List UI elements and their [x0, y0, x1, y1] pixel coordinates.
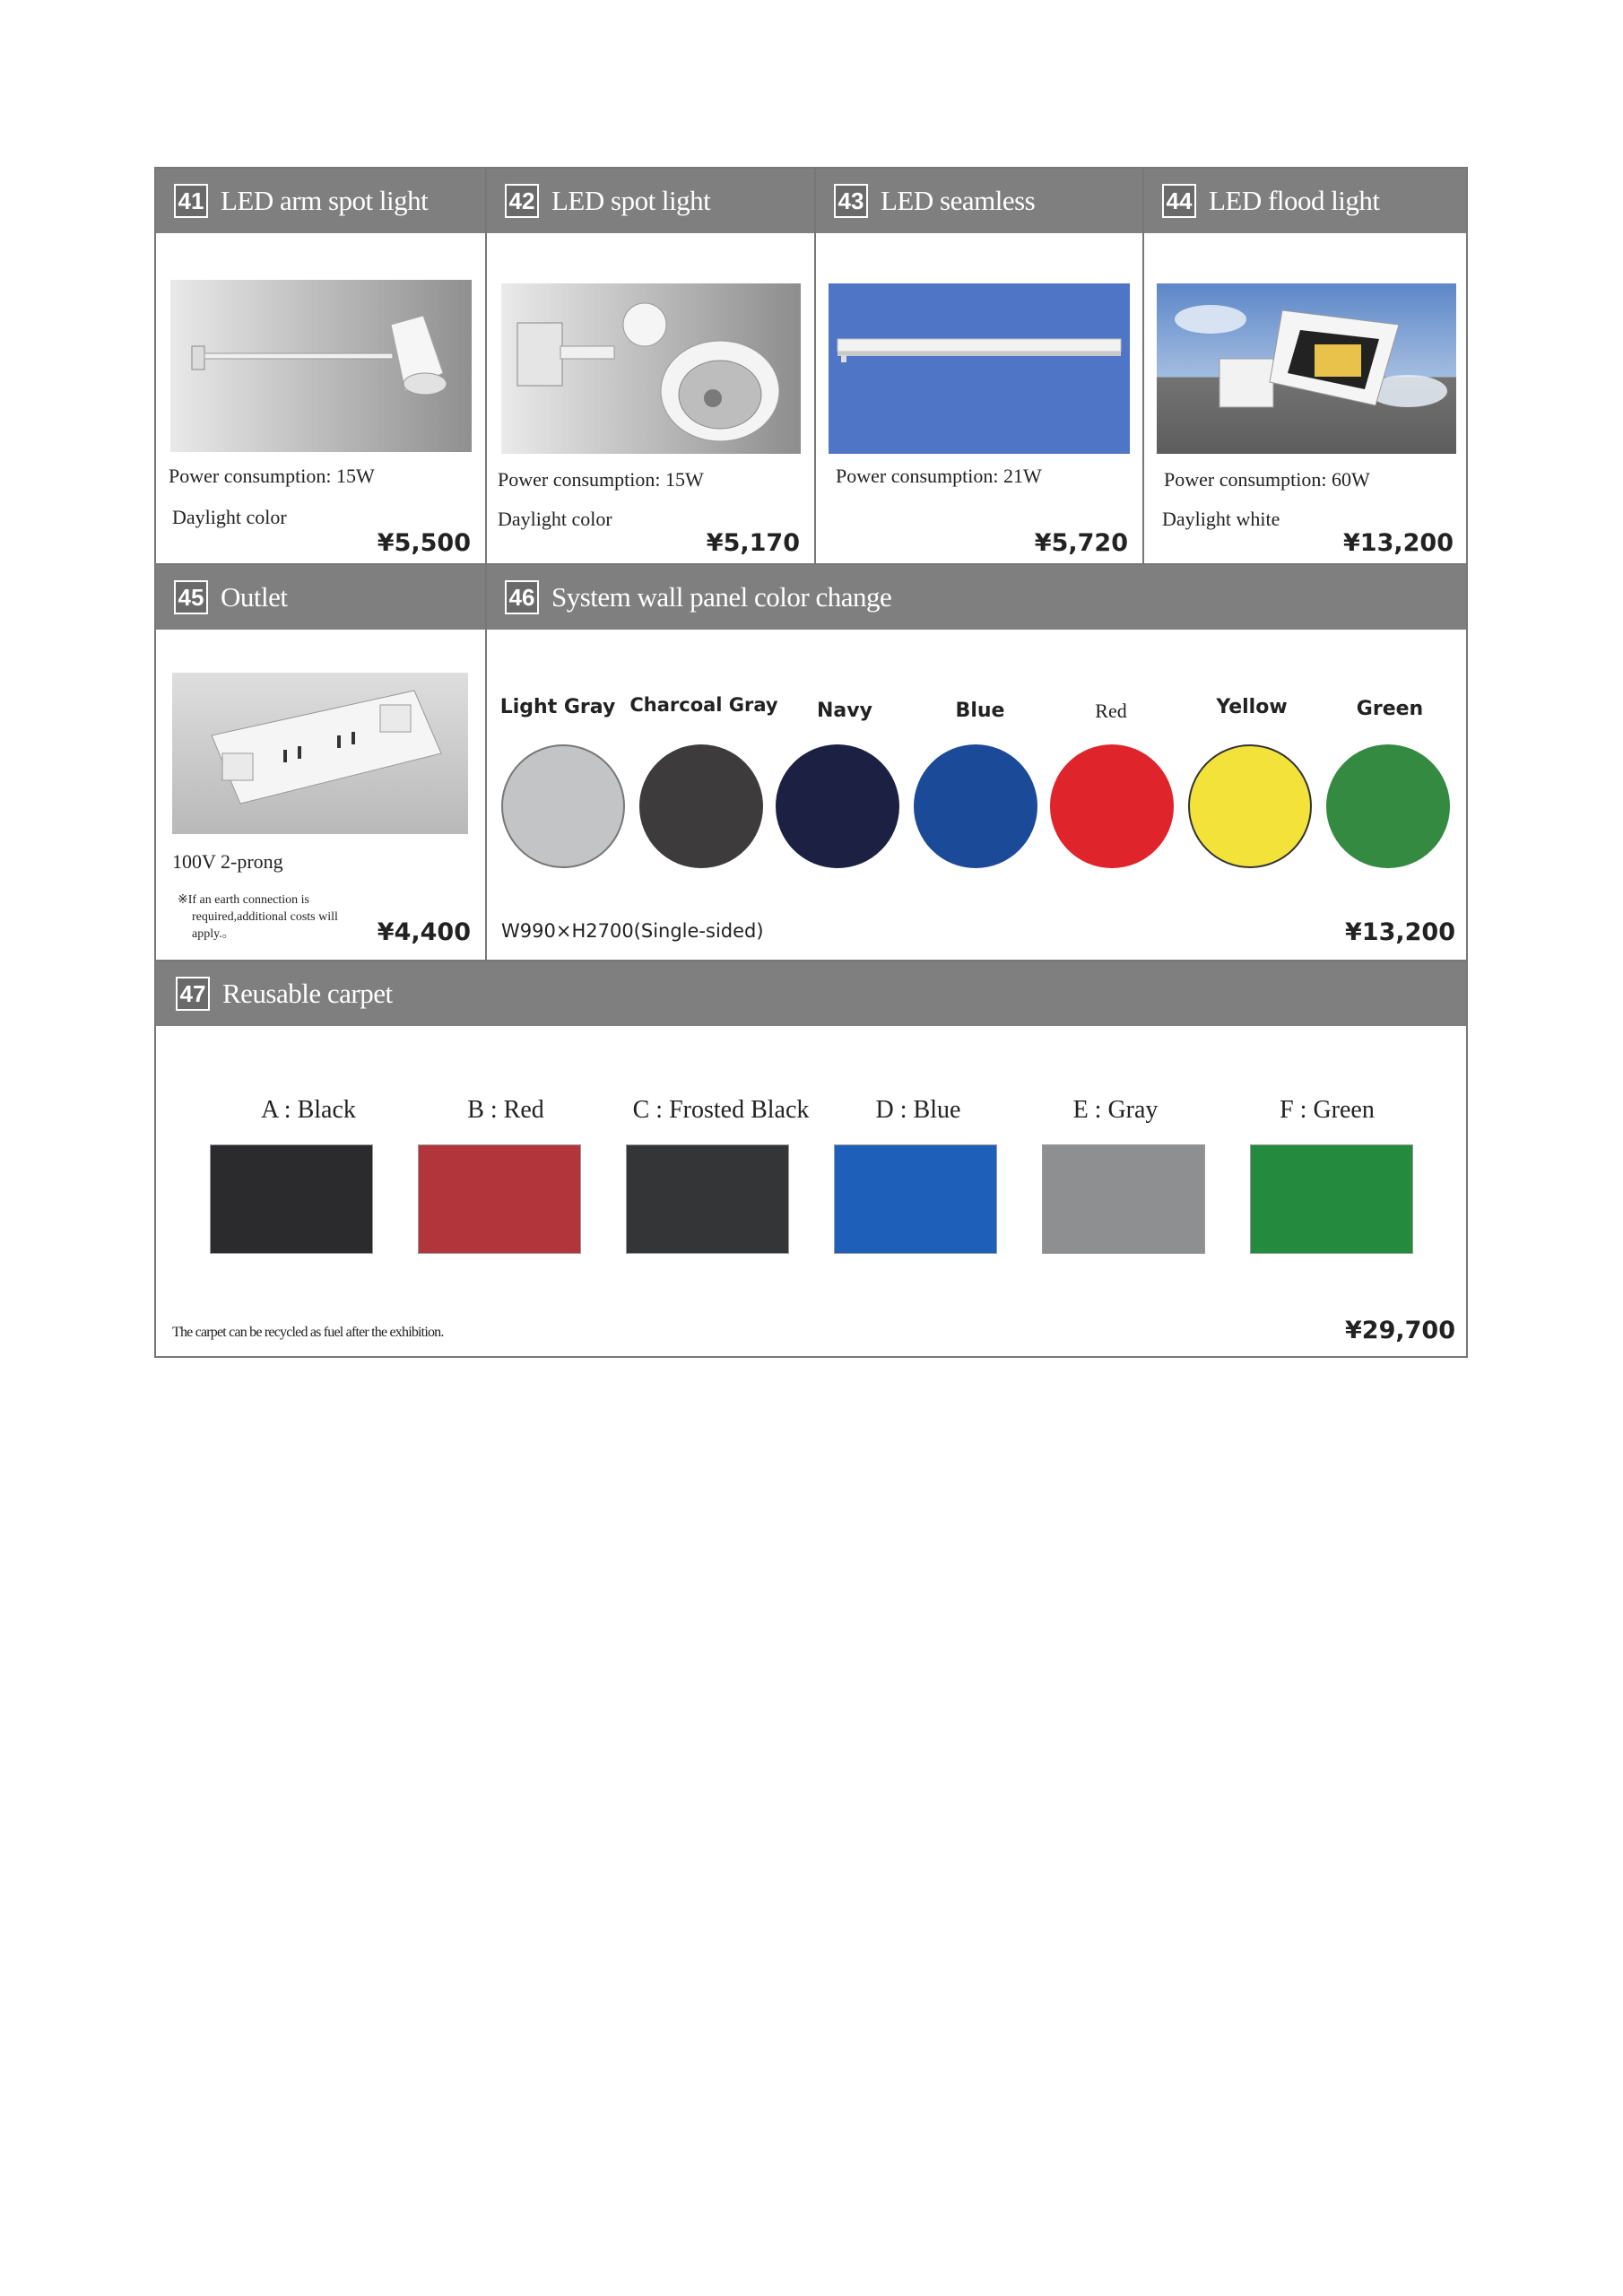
- item-number: 41: [174, 184, 208, 218]
- navy-swatch: [776, 744, 899, 868]
- seamless-light-icon: [829, 283, 1130, 454]
- carpet-recycle-note: The carpet can be recycled as fuel after the exhibition.: [172, 1325, 444, 1340]
- panel-color-label: Light Gray: [499, 696, 616, 718]
- carpet-frosted-black-swatch: [626, 1144, 789, 1254]
- item-title: Reusable carpet: [222, 978, 393, 1009]
- spec-voltage: 100V 2-prong: [172, 850, 283, 873]
- carpet-color-label: D : Blue: [875, 1096, 961, 1124]
- panel-color-label: Red: [1095, 700, 1127, 722]
- panel-color-label: Navy: [817, 700, 872, 722]
- price: ¥5,720: [1034, 529, 1128, 557]
- blue-swatch: [914, 744, 1037, 868]
- item-header: [156, 169, 485, 233]
- item-title: LED arm spot light: [221, 185, 429, 216]
- earth-connection-note: ※If an earth connection is required,additional costs will apply.。: [178, 893, 338, 941]
- carpet-color-label: A : Black: [261, 1096, 356, 1124]
- spec-power: Power consumption: 60W: [1164, 468, 1370, 491]
- carpet-color-label: C : Frosted Black: [632, 1096, 810, 1124]
- price: ¥5,170: [706, 529, 800, 557]
- carpet-green-swatch: [1250, 1144, 1413, 1254]
- spec-power: Power consumption: 15W: [498, 468, 704, 491]
- item-44-panel: [1144, 169, 1466, 563]
- red-swatch: [1050, 744, 1174, 868]
- carpet-red-swatch: [418, 1144, 581, 1254]
- arm-spot-light-icon: [170, 280, 472, 452]
- carpet-black-swatch: [210, 1144, 373, 1254]
- item-number: 45: [174, 580, 208, 614]
- item-title: System wall panel color change: [551, 581, 892, 613]
- price: ¥5,500: [377, 529, 471, 557]
- item-45-panel: [156, 565, 485, 960]
- panel-color-label: Green: [1356, 698, 1424, 720]
- carpet-color-label: E : Gray: [1072, 1096, 1159, 1124]
- spec-color: Daylight white: [1162, 508, 1280, 530]
- item-42-panel: [487, 169, 814, 563]
- item-number: 42: [505, 184, 539, 218]
- carpet-gray-swatch: [1042, 1144, 1205, 1254]
- light-gray-swatch: [501, 744, 625, 868]
- panel-color-label: Charcoal Gray: [629, 694, 778, 716]
- panel-size: W990×H2700(Single-sided): [501, 920, 764, 942]
- price: ¥13,200: [1343, 529, 1454, 557]
- item-number: 46: [505, 580, 539, 614]
- carpet-color-label: F : Green: [1280, 1096, 1375, 1124]
- item-46-panel: [487, 565, 1466, 960]
- item-title: Outlet: [221, 581, 288, 613]
- price: ¥13,200: [1345, 918, 1455, 946]
- outlet-icon: [172, 673, 468, 834]
- item-header: [156, 565, 485, 630]
- charcoal-gray-swatch: [639, 744, 763, 868]
- green-swatch: [1326, 744, 1450, 868]
- yellow-swatch: [1188, 744, 1312, 868]
- panel-color-label: Yellow: [1216, 696, 1288, 718]
- carpet-color-label: B : Red: [467, 1096, 544, 1124]
- item-title: LED flood light: [1209, 185, 1380, 216]
- spot-light-icon: [501, 283, 801, 454]
- item-header: [816, 169, 1142, 233]
- item-title: LED spot light: [551, 185, 711, 216]
- flood-light-icon: [1157, 283, 1456, 454]
- item-43-panel: [816, 169, 1142, 563]
- item-47-panel: [156, 961, 1466, 1356]
- item-title: LED seamless: [881, 185, 1036, 216]
- item-number: 43: [834, 184, 868, 218]
- spec-power: Power consumption: 21W: [836, 465, 1042, 487]
- carpet-blue-swatch: [834, 1144, 997, 1254]
- options-price-sheet: [154, 167, 1468, 1358]
- item-header: [1144, 169, 1466, 233]
- item-41-panel: [156, 169, 485, 563]
- item-header: [487, 169, 814, 233]
- item-header: [156, 961, 1466, 1026]
- price: ¥4,400: [377, 918, 471, 946]
- spec-power: Power consumption: 15W: [169, 465, 375, 487]
- spec-color: Daylight color: [498, 508, 612, 530]
- panel-color-label: Blue: [955, 700, 1005, 722]
- price: ¥29,700: [1345, 1317, 1455, 1344]
- spec-color: Daylight color: [172, 506, 287, 528]
- item-header: [487, 565, 1466, 630]
- item-number: 47: [176, 977, 210, 1011]
- item-number: 44: [1162, 184, 1196, 218]
